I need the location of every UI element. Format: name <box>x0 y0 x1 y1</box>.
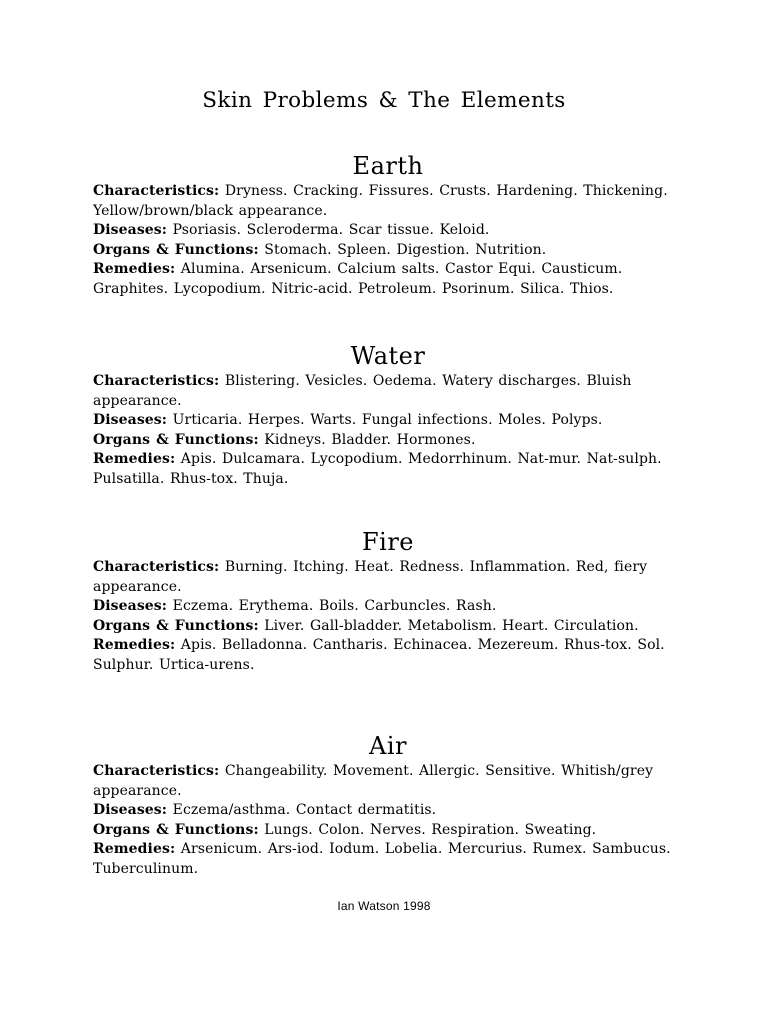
section-heading: Water <box>350 342 426 370</box>
entry-diseases <box>93 801 683 821</box>
entry-text: Dryness. Cracking. Fissures. Crusts. Hardening. Thickening. Yellow/brown/black appearance. <box>93 183 668 219</box>
entry-remedies <box>93 260 683 299</box>
entry-text: Kidneys. Bladder. Hormones. <box>264 431 476 448</box>
author-footer: Ian Watson 1998 <box>337 899 431 913</box>
entry-label: Remedies: <box>93 261 176 277</box>
section-fire <box>93 528 683 675</box>
entry-label: Characteristics: <box>93 373 220 389</box>
entry-remedies <box>93 840 683 879</box>
entry-characteristics <box>93 558 683 597</box>
section-heading: Fire <box>361 528 414 556</box>
entry-diseases <box>93 221 683 241</box>
section-air <box>93 732 683 879</box>
section-earth <box>93 152 683 299</box>
section-heading: Earth <box>352 152 424 180</box>
entry-characteristics <box>93 372 683 411</box>
entry-text: Blistering. Vesicles. Oedema. Watery discharges. Bluish appearance. <box>93 373 632 409</box>
entry-label: Diseases: <box>93 802 168 818</box>
entry-organs-functions <box>93 617 683 637</box>
entry-remedies <box>93 450 683 489</box>
entry-text: Alumina. Arsenicum. Calcium salts. Castor Equi. Causticum. Graphites. Lycopodium. Nitric-acid. Petroleum. Psorinum. Silica. Thios. <box>93 261 623 297</box>
entry-label: Characteristics: <box>93 183 220 199</box>
entry-label: Diseases: <box>93 412 168 428</box>
entry-characteristics <box>93 762 683 801</box>
entry-label: Diseases: <box>93 598 168 614</box>
entry-diseases <box>93 597 683 617</box>
entry-label: Organs & Functions: <box>93 431 259 448</box>
entry-text: Arsenicum. Ars-iod. Iodum. Lobelia. Mercurius. Rumex. Sambucus. Tuberculinum. <box>93 841 671 877</box>
entry-text: Lungs. Colon. Nerves. Respiration. Sweating. <box>264 821 597 838</box>
entry-text: Liver. Gall-bladder. Metabolism. Heart. Circulation. <box>264 617 639 634</box>
entry-text: Apis. Belladonna. Cantharis. Echinacea. Mezereum. Rhus-tox. Sol. Sulphur. Urtica-urens. <box>93 637 665 673</box>
entry-label: Characteristics: <box>93 559 220 575</box>
entry-label: Remedies: <box>93 637 176 653</box>
entry-text: Eczema/asthma. Contact dermatitis. <box>172 802 437 818</box>
entry-remedies <box>93 636 683 675</box>
entry-label: Organs & Functions: <box>93 821 259 838</box>
entry-text: Urticaria. Herpes. Warts. Fungal infections. Moles. Polyps. <box>172 412 603 428</box>
entry-diseases <box>93 411 683 431</box>
page-title: Skin Problems & The Elements <box>202 88 566 113</box>
section-water <box>93 342 683 489</box>
entry-text: Burning. Itching. Heat. Redness. Inflammation. Red, fiery appearance. <box>93 559 648 595</box>
section-heading: Air <box>369 732 407 760</box>
entry-text: Apis. Dulcamara. Lycopodium. Medorrhinum. Nat-mur. Nat-sulph. Pulsatilla. Rhus-tox. Thuja. <box>93 451 662 487</box>
entry-text: Stomach. Spleen. Digestion. Nutrition. <box>264 241 547 258</box>
entry-text: Changeability. Movement. Allergic. Sensitive. Whitish/grey appearance. <box>93 763 654 799</box>
entry-label: Remedies: <box>93 451 176 467</box>
entry-text: Eczema. Erythema. Boils. Carbuncles. Rash. <box>172 598 497 614</box>
entry-organs-functions <box>93 241 683 261</box>
entry-label: Diseases: <box>93 222 168 238</box>
entry-characteristics <box>93 182 683 221</box>
entry-label: Remedies: <box>93 841 176 857</box>
entry-organs-functions <box>93 821 683 841</box>
entry-label: Characteristics: <box>93 763 220 779</box>
entry-label: Organs & Functions: <box>93 617 259 634</box>
entry-organs-functions <box>93 431 683 451</box>
entry-label: Organs & Functions: <box>93 241 259 258</box>
entry-text: Psoriasis. Scleroderma. Scar tissue. Keloid. <box>172 222 490 238</box>
